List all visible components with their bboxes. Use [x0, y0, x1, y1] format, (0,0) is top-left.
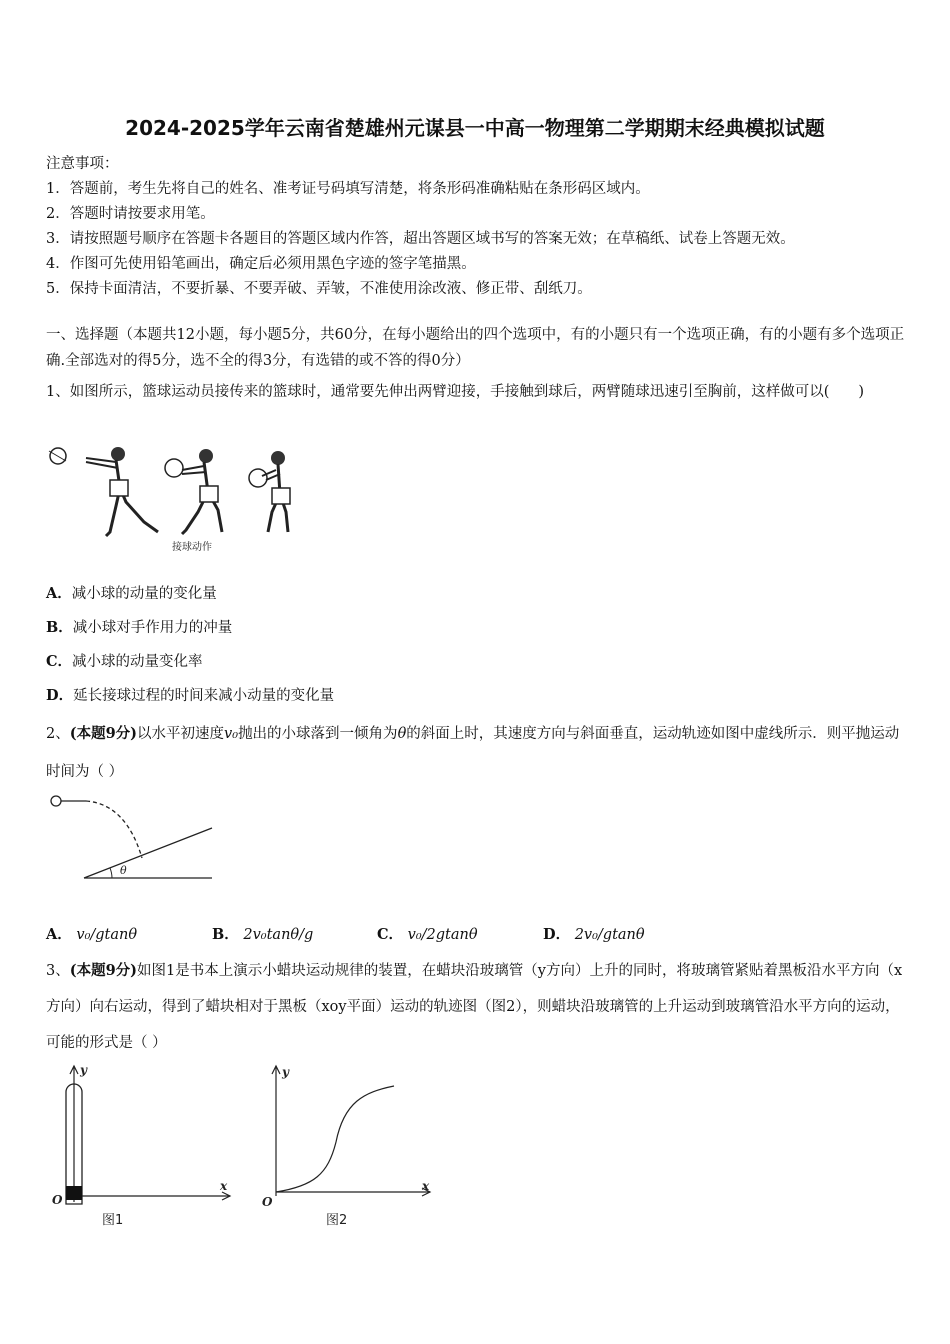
wax-block — [66, 1186, 82, 1200]
svg-text:y: y — [80, 1063, 87, 1077]
notice-item: 1．答题前，考生先将自己的姓名、准考证号码填写清楚，将条形码准确粘贴在条形码区域内。 — [46, 181, 650, 197]
svg-text:y: y — [282, 1065, 289, 1079]
svg-text:O: O — [262, 1195, 273, 1209]
q2-option-c: C． v₀/2gtanθ — [377, 926, 478, 943]
trajectory-curve — [276, 1086, 394, 1192]
q3-stem: 3、(本题9分)如图1是书本上演示小蜡块运动规律的装置，在蜡块沿玻璃管（y方向）上升的同时，将玻璃管紧贴着黑板沿水平方向（x方向）向右运动，得到了蜡块相对于黑板（xoy平面）运动的轨迹图（图2），则蜡块沿玻璃管的上升运动到玻璃管沿水平方向的运动，可能的形式是（ ） — [46, 962, 903, 1051]
q1-option-a: A．减小球的动量的变化量 — [46, 585, 217, 602]
q3-fig2 — [262, 1065, 430, 1228]
angle-label: θ — [120, 864, 127, 877]
notice-item: 4．作图可先使用铅笔画出，确定后必须用黑色字迹的签字笔描黑。 — [46, 256, 476, 272]
q1-option-c: C．减小球的动量变化率 — [46, 653, 203, 670]
notice-heading: 注意事项： — [46, 156, 119, 172]
q3-fig1 — [52, 1063, 230, 1228]
player-head — [111, 447, 125, 461]
q1-option-b: B．减小球对手作用力的冲量 — [46, 619, 233, 636]
player-head — [199, 449, 213, 463]
page-title: 2024-2025学年云南省楚雄州元谋县一中高一物理第二学期期末经典模拟试题 — [125, 116, 825, 140]
notice-item: 2．答题时请按要求用笔。 — [46, 206, 215, 222]
trajectory-dashed — [86, 801, 142, 858]
ball-icon — [249, 469, 267, 487]
notice-item: 5．保持卡面清洁，不要折暴、不要弄破、弄皱，不准使用涂改液、修正带、刮纸刀。 — [46, 281, 592, 297]
q3-fig1-caption: 图1 — [102, 1213, 124, 1228]
q2-option-a: A． v₀/gtanθ — [46, 926, 138, 943]
q3-figures — [44, 1062, 444, 1232]
svg-text:x: x — [422, 1179, 430, 1193]
section-intro: 一、选择题（本题共12小题，每小题5分，共60分，在每小题给出的四个选项中，有的小题只有一个选项正确，有的小题有多个选项正确.全部选对的得5分，选不全的得3分，有选错的或不答的得0分） — [46, 327, 905, 369]
q1-option-d: D．延长接球过程的时间来减小动量的变化量 — [46, 687, 335, 704]
notice-item: 3．请按照题号顺序在答题卡各题目的答题区域内作答，超出答题区域书写的答案无效；在草稿纸、试卷上答题无效。 — [46, 231, 795, 247]
q1-stem: 1、如图所示，篮球运动员接传来的篮球时，通常要先伸出两臂迎接，手接触到球后，两臂随球迅速引至胸前，这样做可以( ) — [46, 384, 865, 400]
q2-option-d: D． 2v₀/gtanθ — [543, 926, 645, 943]
q3-fig2-caption: 图2 — [326, 1213, 348, 1228]
q2-option-b: B． 2v₀tanθ/g — [212, 926, 314, 943]
q2-stem: 2、(本题9分)以水平初速度v₀抛出的小球落到一倾角为θ的斜面上时，其速度方向与斜面垂直，运动轨迹如图中虚线所示．则平抛运动时间为（ ） — [46, 725, 900, 780]
q1-figure — [46, 440, 316, 555]
svg-text:O: O — [52, 1193, 63, 1207]
player-head — [271, 451, 285, 465]
ball-icon — [165, 459, 183, 477]
q2-figure — [46, 790, 221, 885]
q1-figure-caption: 接球动作 — [172, 542, 212, 553]
ball-icon — [51, 796, 61, 806]
svg-text:x: x — [220, 1179, 228, 1193]
incline-line — [84, 828, 212, 878]
